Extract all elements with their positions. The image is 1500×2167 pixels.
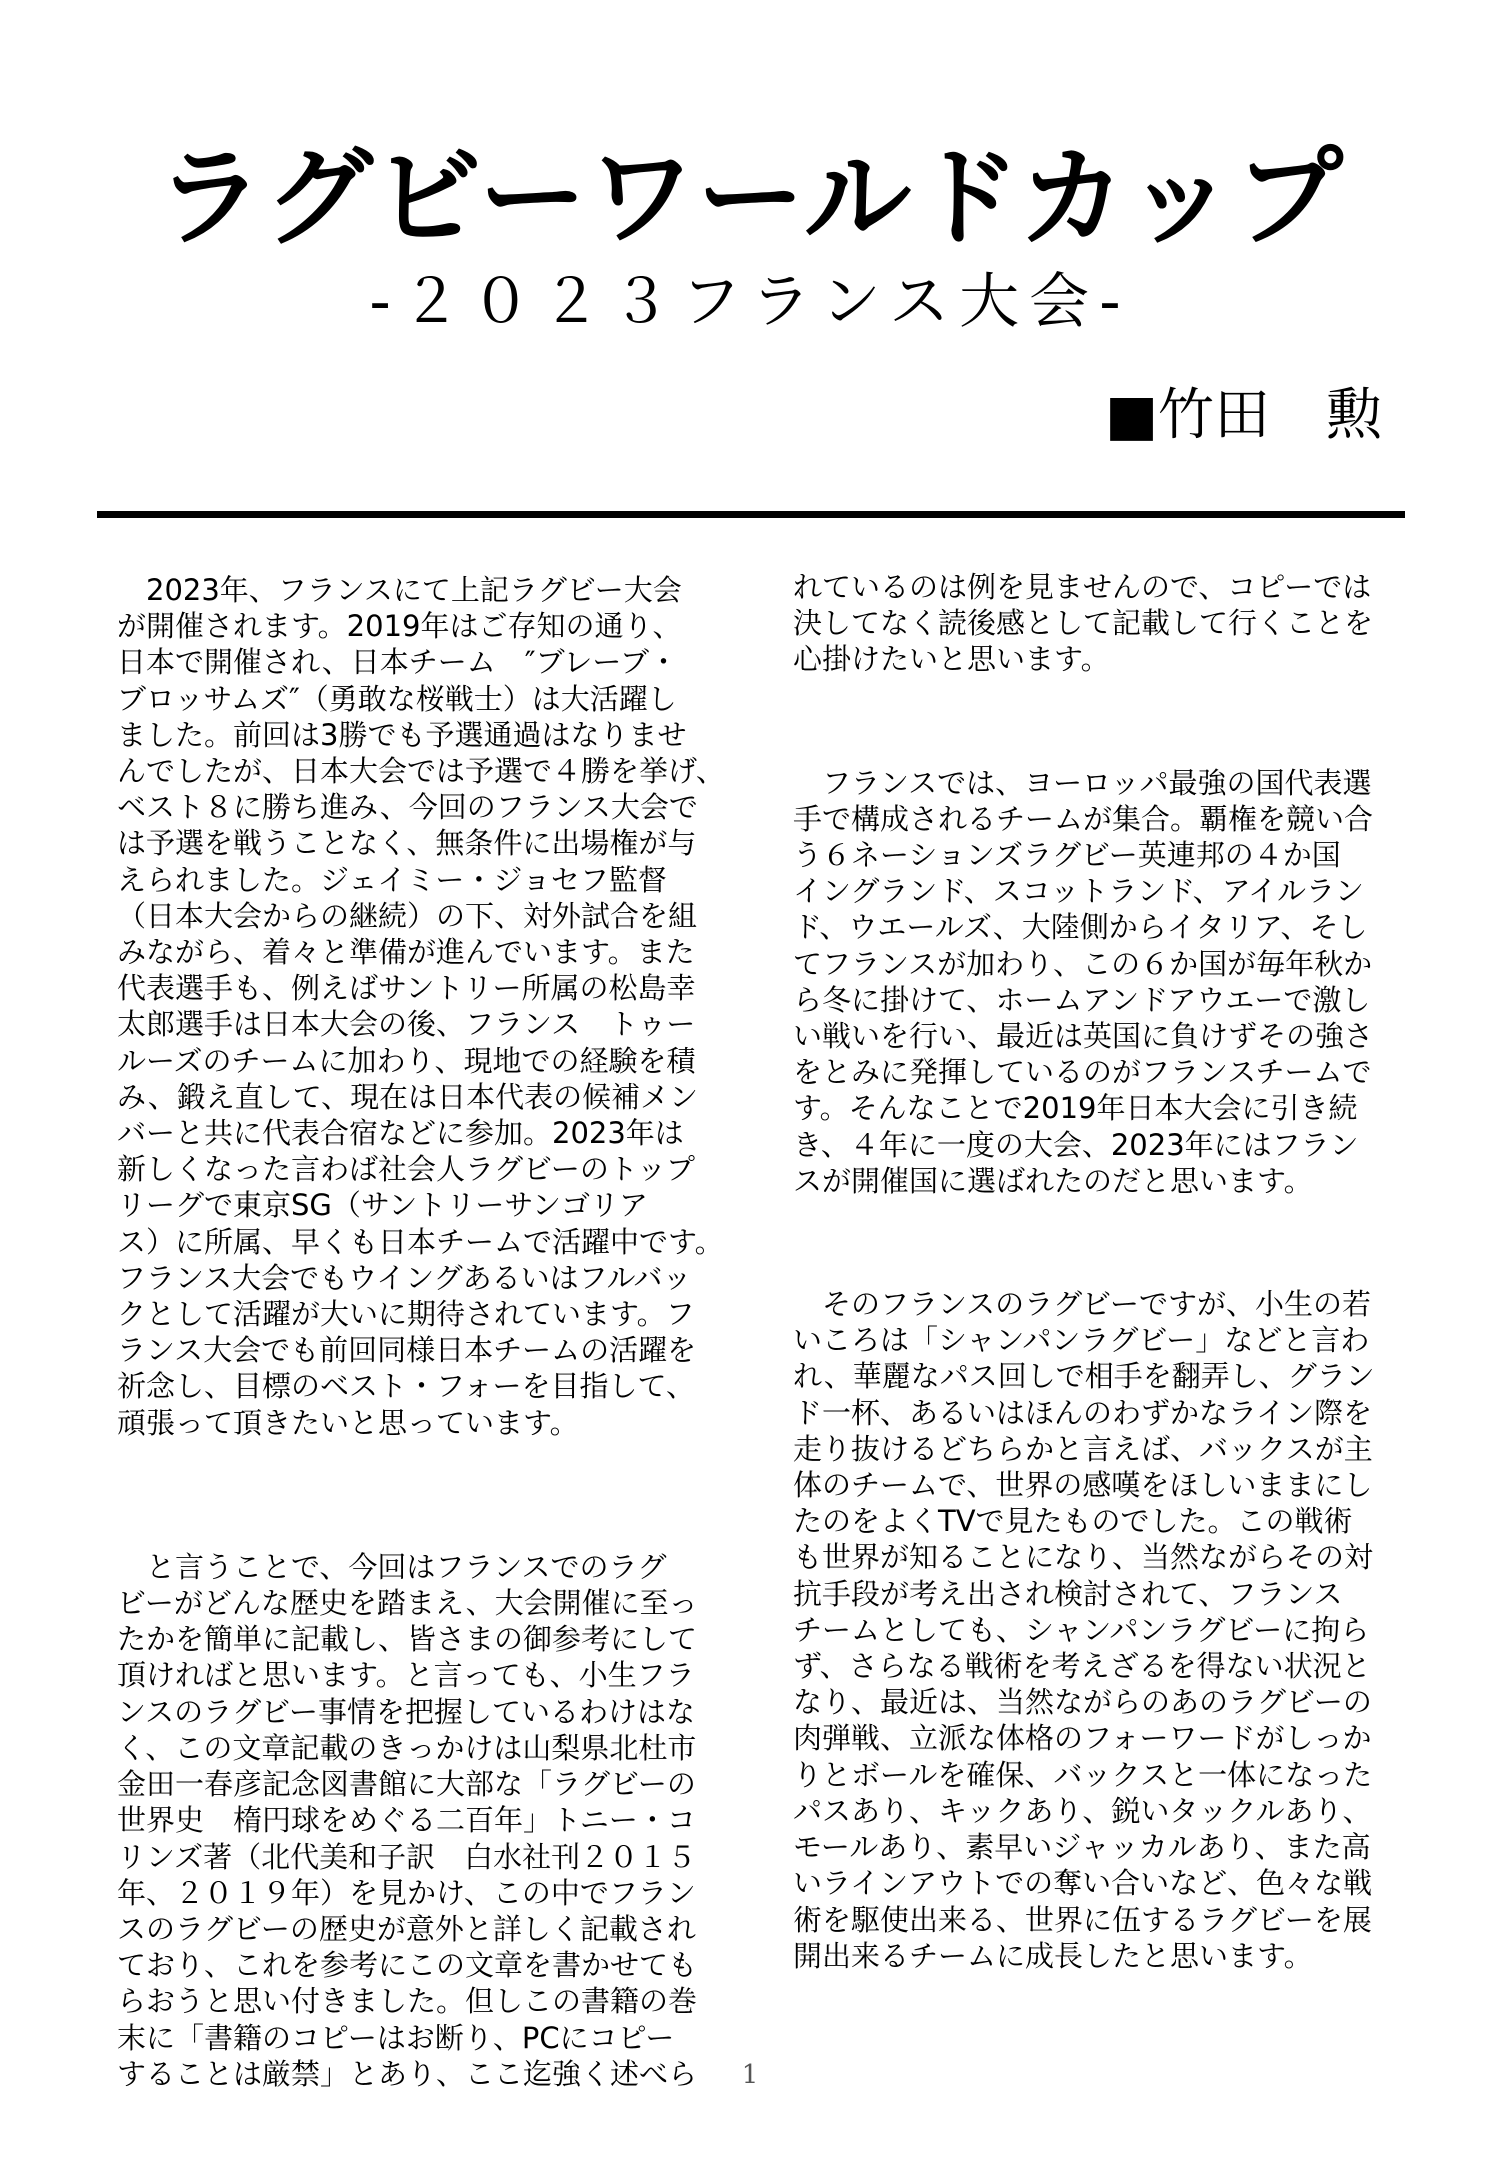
paragraph: そのフランスのラグビーですが、小生の若 いころは「シャンパンラグビー」などと言わ れ、華麗なパス回しで相手を翻弄し、グラン ド一杯、あるいはほんのわずかなライン際を 走り抜けるどちらかと言えば、バックスが主 体のチームで、世界の感嘆をほしいままにし たのをよくTVで見たものでした。この戦術 も世界が知ることになり、当然ながらその対 抗手段が考え出され検討されて、フランス チームとしても、シャンパンラグビーに拘ら ず、さらなる戦術を考えざるを得ない状況と なり、最近は、当然ながらのあのラグビーの 肉弾戦、立派な体格のフォーワードがしっか りとボールを確保、バックスと一体になった パスあり、キックあり、鋭いタックルあり、 モールあり、素早いジャッカルあり、また高 いラインアウトでの奪い合いなど、色々な戦 術を駆使出来る、世界に伍するラグビーを展 開出来るチームに成長したと思います。 bbox=[793, 1287, 1375, 1973]
paragraph: と言うことで、今回はフランスでのラグ ビーがどんな歴史を踏まえ、大会開催に至っ たかを簡単に記載し、皆さまの御参考にして 頂ければと思います。と言っても、小生フラ ンスのラグビー事情を把握しているわけはな く、この文章記載のきっかけは山梨県北杜市 金田一春彦記念図書館に大部な「ラグビーの 世界史 楕円球をめぐる二百年」トニー・コ リンズ著（北代美和子訳 白水社刊２０１５ 年、２０１９年）を見かけ、この中でフラン スのラグビーの歴史が意外と詳しく記載され ており、これを参考にこの文章を書かせても らおうと思い付きました。但しこの書籍の巻 末に「書籍のコピーはお断り、PCにコピー することは厳禁」とあり、ここ迄強く述べら bbox=[117, 1549, 698, 2091]
author-name: ■竹田 勲 bbox=[1105, 383, 1382, 448]
paragraph-spacer bbox=[117, 1441, 732, 1549]
paragraph-spacer bbox=[793, 1199, 1408, 1286]
paragraph: フランスでは、ヨーロッパ最強の国代表選 手で構成されるチームが集合。覇権を競い合 う６ネーションズラグビー英連邦の４か国 イングランド、スコットランド、アイルラン ド、ウエールズ、大陸側からイタリア、そし てフランスが加わり、この６か国が毎年秋か ら冬に掛けて、ホームアンドアウエーで激し い戦いを行い、最近は英国に負けずその強さ をとみに発揮しているのがフランスチームで す。そんなことで2019年日本大会に引き続 き、４年に一度の大会、2023年にはフラン スが開催国に選ばれたのだと思います。 bbox=[793, 765, 1374, 1198]
paragraph: れているのは例を見ませんので、コピーでは 決してなく読後感として記載して行くことを 心掛けたいと思います。 bbox=[793, 570, 1374, 677]
paragraph-spacer bbox=[793, 678, 1408, 765]
left-column bbox=[117, 572, 732, 2092]
paragraph: 2023年、フランスにて上記ラグビー大会 が開催されます。2019年はご存知の通り、 日本で開催され、日本チーム ″ブレーブ・ ブロッサムズ″（勇敢な桜戦士）は大活躍し ました。前回は3勝でも予選通過はなりませ んでしたが、日本大会では予選で４勝を挙げ、 ベスト８に勝ち進み、今回のフランス大会で は予選を戦うことなく、無条件に出場権が与 えられました。ジェイミー・ジョセフ監督 （日本大会からの継続）の下、対外試合を組 みながら、着々と準備が進んでいます。また 代表選手も、例えばサントリー所属の松島幸 太郎選手は日本大会の後、フランス トゥー ルーズのチームに加わり、現地での経験を積 み、鍛え直して、現在は日本代表の候補メン バーと共に代表合宿などに参加。2023年は 新しくなった言わば社会人ラグビーのトップ リーグで東京SG（サントリーサンゴリア ス）に所属、早くも日本チームで活躍中です。 フランス大会でもウイングあるいはフルバッ クとして活躍が大いに期待されています。フ ランス大会でも前回同様日本チームの活躍を 祈念し、目標のベスト・フォーを目指して、 頑張って頂きたいと思っています。 bbox=[117, 573, 725, 1440]
page-title: ラグビーワールドカップ bbox=[155, 136, 1345, 261]
page-number: 1 bbox=[741, 2060, 759, 2090]
header-divider bbox=[97, 511, 1405, 518]
right-column bbox=[793, 569, 1408, 1974]
page-subtitle: -２０２３フランス大会- bbox=[369, 267, 1131, 337]
